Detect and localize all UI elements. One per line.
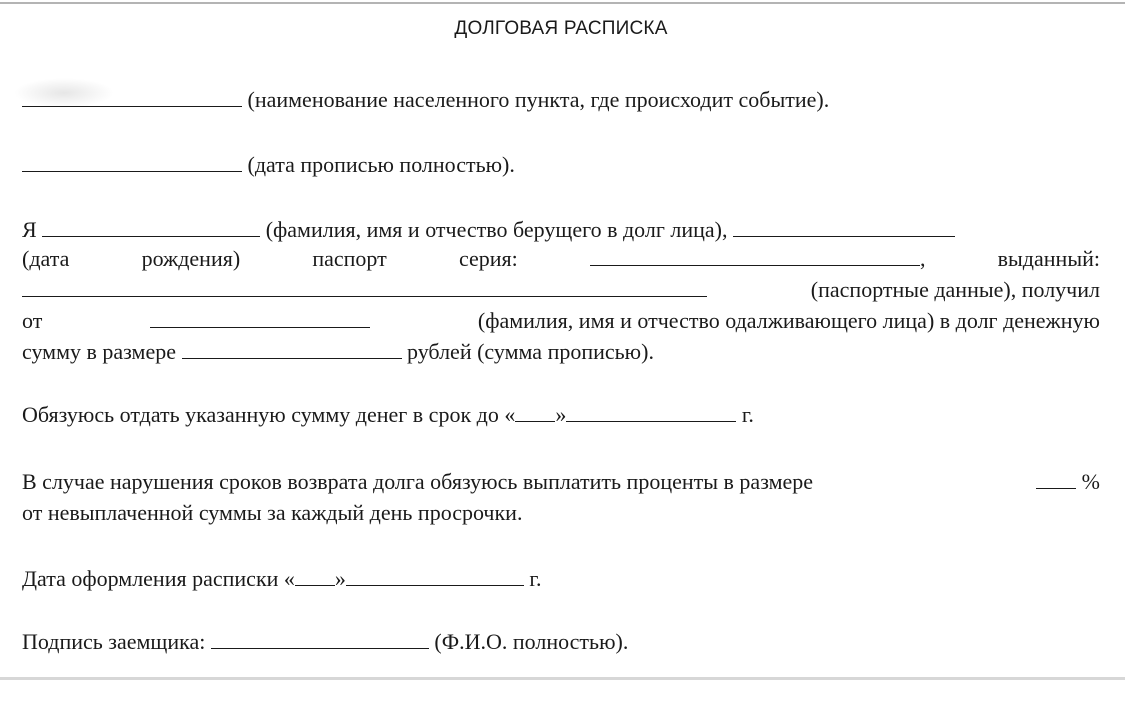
place-line <box>22 86 829 114</box>
lender-label: (фамилия, имя и отчество одалживающего лица) в долг денежную <box>477 308 1100 333</box>
birthdate-blank[interactable] <box>733 216 955 237</box>
signature-fio-label: (Ф.И.О. полностью). <box>434 629 629 654</box>
date-blank[interactable] <box>22 151 242 172</box>
word: выданный: <box>997 246 1100 271</box>
pronoun-text: Я <box>22 217 37 242</box>
date-label: (дата прописью полностью). <box>247 152 515 177</box>
document-title: ДОЛГОВАЯ РАСПИСКА <box>454 18 668 39</box>
word: рождения) <box>141 246 241 271</box>
repay-day-blank[interactable] <box>515 401 555 422</box>
comma: , <box>919 246 926 271</box>
passport-data-blank[interactable] <box>22 276 707 297</box>
lender-line <box>22 307 1100 335</box>
passport-data-line <box>22 276 1100 304</box>
penalty-percent-blank[interactable] <box>1036 468 1076 489</box>
year-abbr: г. <box>529 566 542 591</box>
word: сумму в размере <box>22 339 177 364</box>
passport-series-blank[interactable] <box>590 245 920 266</box>
amount-label: рублей (сумма прописью). <box>407 339 654 364</box>
amount-blank[interactable] <box>182 338 402 359</box>
quote-close: » <box>555 402 567 427</box>
amount-line <box>22 338 654 366</box>
repay-line <box>22 401 754 429</box>
repay-month-year-blank[interactable] <box>566 401 736 422</box>
year-abbr: г. <box>741 402 754 427</box>
percent-sign: % <box>1081 469 1100 494</box>
word: серия: <box>458 246 518 271</box>
borrower-name-blank[interactable] <box>42 216 260 237</box>
issue-day-blank[interactable] <box>295 565 335 586</box>
repay-text: Обязуюсь отдать указанную сумму денег в срок до « <box>22 402 516 427</box>
passport-data-label: (паспортные данные), получил <box>810 277 1100 302</box>
borrower-line <box>22 216 955 244</box>
place-label: (наименование населенного пункта, где происходит событие). <box>247 87 830 112</box>
passport-line <box>22 245 1100 273</box>
word: (дата <box>22 246 70 271</box>
penalty-text: В случае нарушения сроков возврата долга обязуюсь выплатить проценты в размере <box>22 469 814 494</box>
date-line <box>22 151 515 179</box>
issue-date-text: Дата оформления расписки « <box>22 566 295 591</box>
top-divider <box>0 2 1125 4</box>
lender-name-blank[interactable] <box>150 307 370 328</box>
bottom-divider <box>0 677 1125 680</box>
word: паспорт <box>312 246 387 271</box>
signature-line <box>22 628 628 656</box>
signature-blank[interactable] <box>211 628 429 649</box>
borrower-label: (фамилия, имя и отчество берущего в долг лица), <box>265 217 728 242</box>
penalty-text-2: от невыплаченной суммы за каждый день просрочки. <box>22 500 523 525</box>
signature-label: Подпись заемщика: <box>22 629 206 654</box>
quote-close: » <box>334 566 346 591</box>
issue-month-year-blank[interactable] <box>346 565 524 586</box>
issue-date-line <box>22 565 541 593</box>
penalty-line-1 <box>22 468 1100 496</box>
penalty-line-2 <box>22 499 522 527</box>
word: от <box>22 308 43 333</box>
place-blank[interactable] <box>22 86 242 107</box>
